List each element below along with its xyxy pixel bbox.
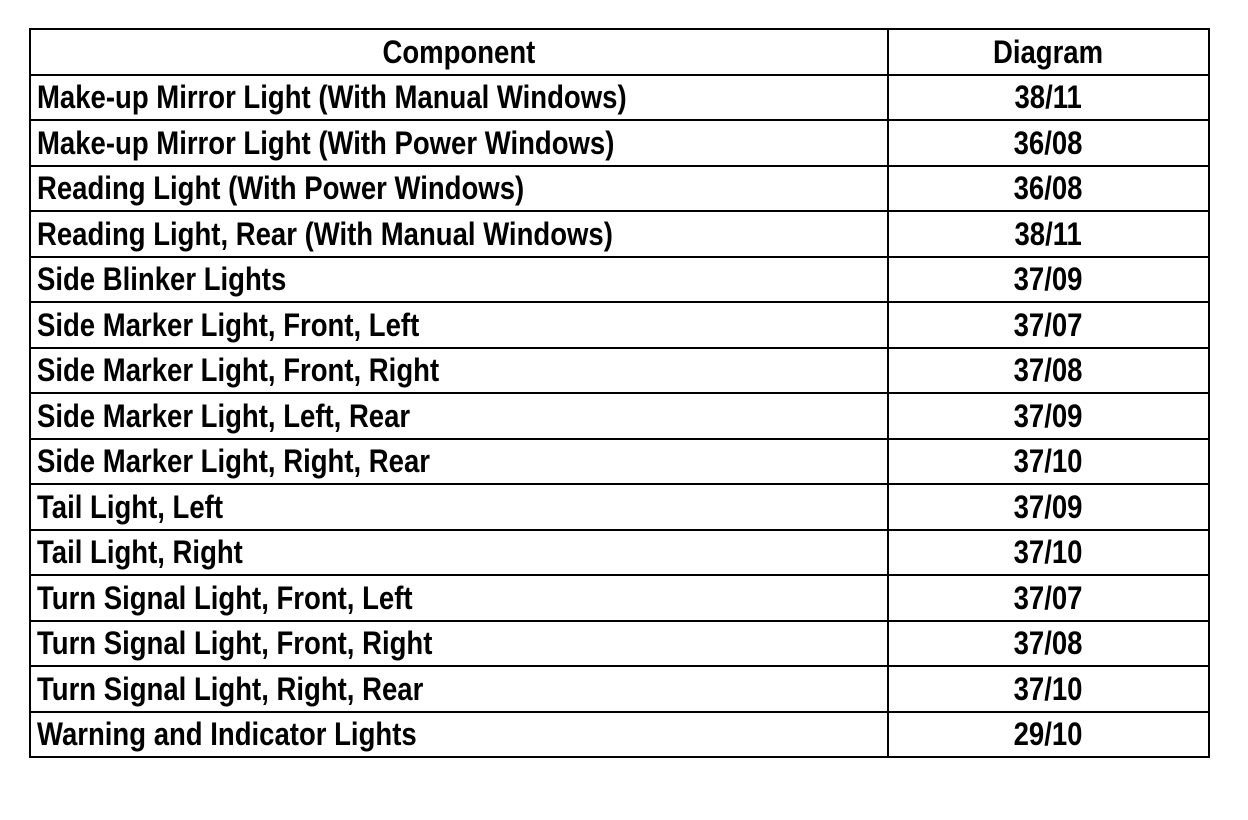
component-text: Turn Signal Light, Right, Rear <box>37 670 424 707</box>
component-text: Side Marker Light, Front, Left <box>37 306 420 343</box>
component-cell <box>30 166 888 212</box>
diagram-text: 29/10 <box>1014 716 1083 753</box>
table-row <box>30 666 1209 712</box>
diagram-text: 37/10 <box>1014 534 1083 571</box>
diagram-text: 37/08 <box>1014 625 1083 662</box>
component-text: Make-up Mirror Light (With Manual Windows) <box>37 79 627 116</box>
table-row <box>30 120 1209 166</box>
component-header-label: Component <box>382 33 536 70</box>
diagram-cell <box>888 257 1209 303</box>
diagram-text: 37/09 <box>1014 261 1083 298</box>
diagram-text: 37/09 <box>1014 397 1083 434</box>
diagram-cell <box>888 302 1209 348</box>
table-row <box>30 530 1209 576</box>
diagram-text: 37/07 <box>1014 306 1083 343</box>
component-text: Side Marker Light, Left, Rear <box>37 397 411 434</box>
table-row <box>30 393 1209 439</box>
diagram-text: 36/08 <box>1014 124 1083 161</box>
diagram-text: 38/11 <box>1014 215 1083 252</box>
table-header <box>30 29 1209 75</box>
component-text: Turn Signal Light, Front, Left <box>37 579 413 616</box>
table-body <box>30 75 1209 758</box>
diagram-cell <box>888 75 1209 121</box>
diagram-cell <box>888 211 1209 257</box>
component-cell <box>30 575 888 621</box>
diagram-text: 36/08 <box>1014 170 1083 207</box>
component-text: Warning and Indicator Lights <box>37 716 417 753</box>
component-cell <box>30 257 888 303</box>
table-row <box>30 211 1209 257</box>
component-diagram-table-container <box>29 28 1208 758</box>
table-row <box>30 712 1209 758</box>
diagram-text: 37/08 <box>1014 352 1083 389</box>
diagram-cell <box>888 439 1209 485</box>
table-row <box>30 75 1209 121</box>
table-row <box>30 575 1209 621</box>
diagram-cell <box>888 575 1209 621</box>
diagram-column-header <box>888 29 1209 75</box>
component-text: Make-up Mirror Light (With Power Windows) <box>37 124 615 161</box>
component-cell <box>30 211 888 257</box>
component-text: Tail Light, Right <box>37 534 243 571</box>
component-text: Side Marker Light, Front, Right <box>37 352 440 389</box>
diagram-cell <box>888 393 1209 439</box>
component-cell <box>30 75 888 121</box>
table-row <box>30 621 1209 667</box>
component-cell <box>30 484 888 530</box>
table-row <box>30 302 1209 348</box>
diagram-cell <box>888 484 1209 530</box>
diagram-cell <box>888 666 1209 712</box>
component-text: Reading Light (With Power Windows) <box>37 170 525 207</box>
component-text: Reading Light, Rear (With Manual Windows) <box>37 215 613 252</box>
component-cell <box>30 393 888 439</box>
component-cell <box>30 302 888 348</box>
diagram-cell <box>888 348 1209 394</box>
component-text: Turn Signal Light, Front, Right <box>37 625 433 662</box>
diagram-text: 37/07 <box>1014 579 1083 616</box>
component-text: Side Marker Light, Right, Rear <box>37 443 430 480</box>
component-diagram-table <box>29 28 1210 758</box>
component-cell <box>30 530 888 576</box>
diagram-cell <box>888 712 1209 758</box>
table-row <box>30 439 1209 485</box>
table-row <box>30 257 1209 303</box>
component-text: Side Blinker Lights <box>37 261 287 298</box>
table-row <box>30 484 1209 530</box>
diagram-text: 38/11 <box>1014 79 1083 116</box>
diagram-header-label: Diagram <box>993 33 1104 70</box>
table-row <box>30 166 1209 212</box>
component-cell <box>30 439 888 485</box>
component-cell <box>30 621 888 667</box>
component-text: Tail Light, Left <box>37 488 223 525</box>
diagram-cell <box>888 621 1209 667</box>
header-row <box>30 29 1209 75</box>
component-cell <box>30 666 888 712</box>
diagram-cell <box>888 120 1209 166</box>
table-row <box>30 348 1209 394</box>
diagram-cell <box>888 166 1209 212</box>
diagram-cell <box>888 530 1209 576</box>
component-column-header <box>30 29 888 75</box>
component-cell <box>30 120 888 166</box>
component-cell <box>30 712 888 758</box>
diagram-text: 37/10 <box>1014 443 1083 480</box>
diagram-text: 37/09 <box>1014 488 1083 525</box>
diagram-text: 37/10 <box>1014 670 1083 707</box>
component-cell <box>30 348 888 394</box>
